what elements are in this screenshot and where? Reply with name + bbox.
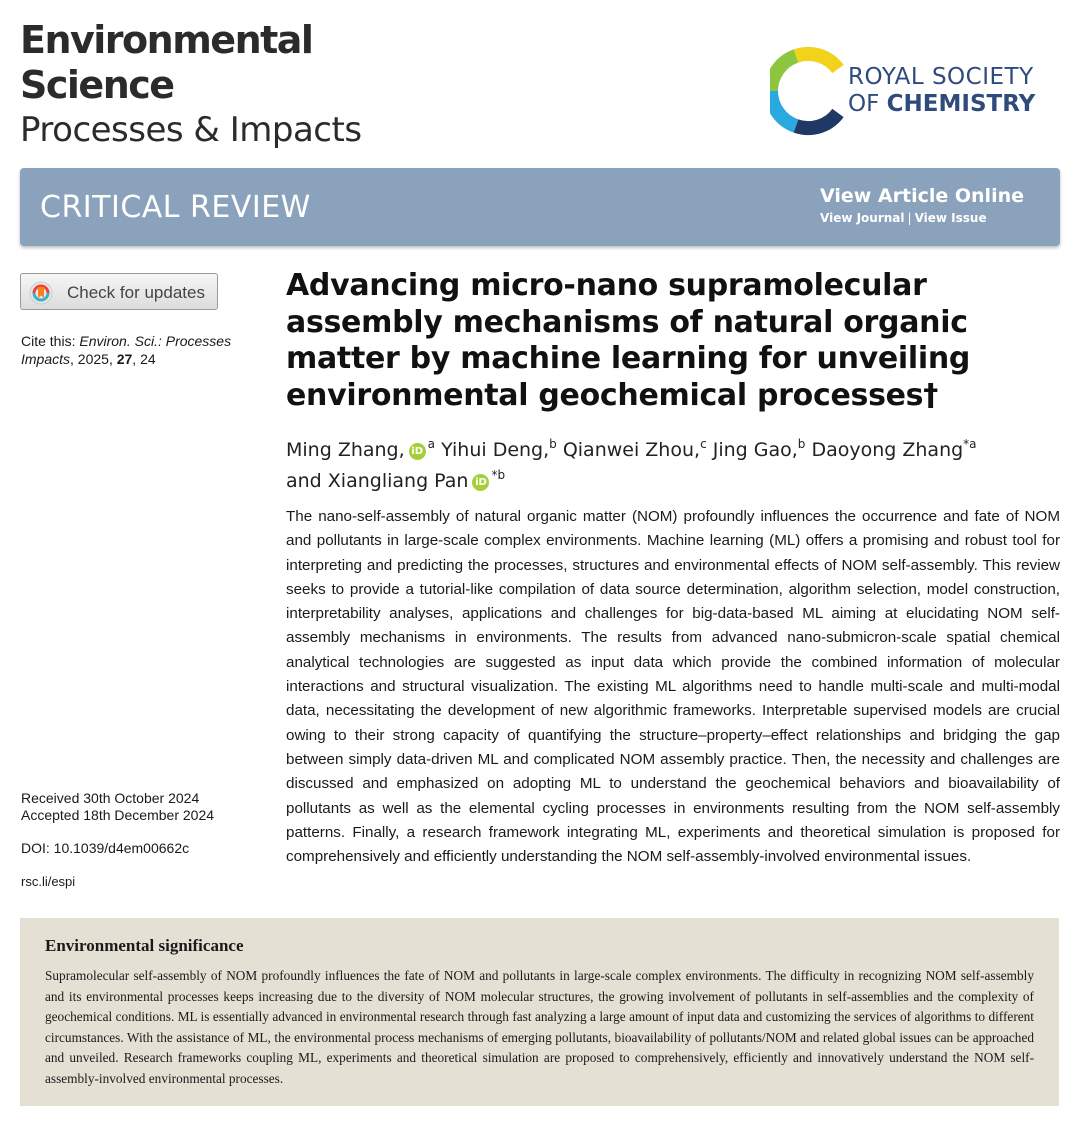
orcid-icon[interactable]: iD xyxy=(409,443,426,460)
crossmark-icon xyxy=(29,281,53,305)
author-name[interactable]: Ming Zhang, xyxy=(286,439,405,461)
banner-links xyxy=(820,185,1024,225)
author xyxy=(286,439,435,461)
orcid-icon[interactable]: iD xyxy=(472,474,489,491)
journal-title-line2: Science xyxy=(20,63,174,107)
author xyxy=(441,439,557,461)
significance-body: Supramolecular self-assembly of NOM profoundly influences the fate of NOM and pollutants in large-scale complex environments. The difficulty in recognizing NOM self-assembly and its environmental processes keeps increasing due to the diversity of NOM molecular structures, the growing involvement of pollutants in self-assemblies and the complexity of geochemical conditions. ML is essentially advanced in environmental research through fast analyzing a large amount of input data and customizing the services of algorithms to different circumstances. With the assistance of ML, the environmental process mechanisms of emerging pollutants, bioavailability of pollutants/NOM and related global issues can be approached and unveiled. Research frameworks coupling ML, experiments and theoretical simulation are proposed to comprehensively, efficiently and innovatively understand the NOM self-assembly-involved environmental processes. xyxy=(45,968,1034,1086)
view-article-online-link[interactable]: View Article Online xyxy=(820,185,1024,207)
significance-title: Environmental significance xyxy=(45,936,244,955)
check-for-updates-button[interactable] xyxy=(20,273,218,310)
author xyxy=(811,439,976,461)
received-date: Received 30th October 2024 xyxy=(21,790,200,806)
article-type-banner xyxy=(20,168,1060,246)
author xyxy=(563,439,707,461)
author xyxy=(286,470,505,492)
author-name[interactable]: Jing Gao, xyxy=(712,439,798,461)
citation xyxy=(21,332,261,368)
publisher-line2 xyxy=(848,91,1035,118)
doi[interactable]: DOI: 10.1039/d4em00662c xyxy=(21,840,190,856)
accepted-date: Accepted 18th December 2024 xyxy=(21,807,215,823)
affiliation-mark: b xyxy=(797,437,806,451)
affiliation-mark: b xyxy=(549,437,557,451)
journal-title-line3: Processes & Impacts xyxy=(20,110,362,150)
cite-label: Cite this: xyxy=(21,333,76,349)
link-separator: | xyxy=(907,211,912,225)
article-type-label: CRITICAL REVIEW xyxy=(40,190,311,225)
cite-year: , 2025, xyxy=(70,351,117,367)
view-issue-link[interactable]: View Issue xyxy=(914,211,987,225)
cite-page: , 24 xyxy=(132,351,156,367)
view-links xyxy=(820,211,1024,225)
journal-title-line1: Environmental xyxy=(20,18,313,62)
journal-short-link[interactable]: rsc.li/espi xyxy=(21,874,76,889)
affiliation-mark: c xyxy=(700,437,707,451)
affiliation-mark: a xyxy=(427,437,436,451)
journal-title xyxy=(20,18,362,153)
author-name[interactable]: Yihui Deng, xyxy=(441,439,550,461)
cite-volume: 27 xyxy=(116,351,133,367)
publisher-name xyxy=(848,64,1035,118)
author-name[interactable]: and Xiangliang Pan xyxy=(286,470,469,492)
author-name[interactable]: Qianwei Zhou, xyxy=(562,439,701,461)
author-list xyxy=(286,432,1046,494)
view-journal-link[interactable]: View Journal xyxy=(820,211,905,225)
check-for-updates-label: Check for updates xyxy=(67,283,205,302)
environmental-significance-box xyxy=(20,918,1059,1106)
abstract: The nano-self-assembly of natural organic matter (NOM) profoundly influences the occurrence and fate of NOM and pollutants in large-scale complex environments. Machine learning (ML) offers a promising and robust tool for interpreting and predicting the processes, structures and environmental effects of NOM self-assembly. This review seeks to provide a tutorial-like compilation of data source determination, algorithm selection, model construction, interpretability analyses, applications and challenges for big-data-based ML aiming at elucidating NOM self-assembly mechanisms in environments. The results from advanced nano-submicron-scale spatial chemical analytical technologies are suggested as input data which provide the combined information of molecular interactions and structural visualization. The existing ML algorithms need to handle multi-scale and multi-modal data, necessitating the development of new algorithmic frameworks. Interpretable supervised models are crucial owing to their strong capacity of quantifying the structure–property–effect relationships and bridging the gap between simply data-driven ML and complicated NOM assembly practice. Then, the necessity and challenges are discussed and emphasized on adopting ML to understand the geochemical behaviors and bioavailability of pollutants as well as the elemental cycling processes in environments resulting from the NOM self-assembly patterns. Finally, a research framework integrating ML, experiments and theoretical simulation is proposed for comprehensively and efficiently understanding the NOM self-assembly-involved environmental issues. xyxy=(286,508,1060,866)
article-title: Advancing micro-nano supramolecular assembly mechanisms of natural organic matter by machine learning for unveiling environmental geochemical processes† xyxy=(286,268,971,413)
publisher-line2-bold: CHEMISTRY xyxy=(886,91,1036,117)
affiliation-mark: *a xyxy=(963,437,977,451)
author-name[interactable]: Daoyong Zhang xyxy=(811,439,964,461)
publisher-line1: ROYAL SOCIETY xyxy=(848,64,1034,90)
cite-journal: Environ. Sci.: Processes Impacts xyxy=(21,333,232,367)
publisher-line2-prefix: OF xyxy=(848,91,887,117)
author xyxy=(713,439,806,461)
affiliation-mark: *b xyxy=(491,468,506,482)
